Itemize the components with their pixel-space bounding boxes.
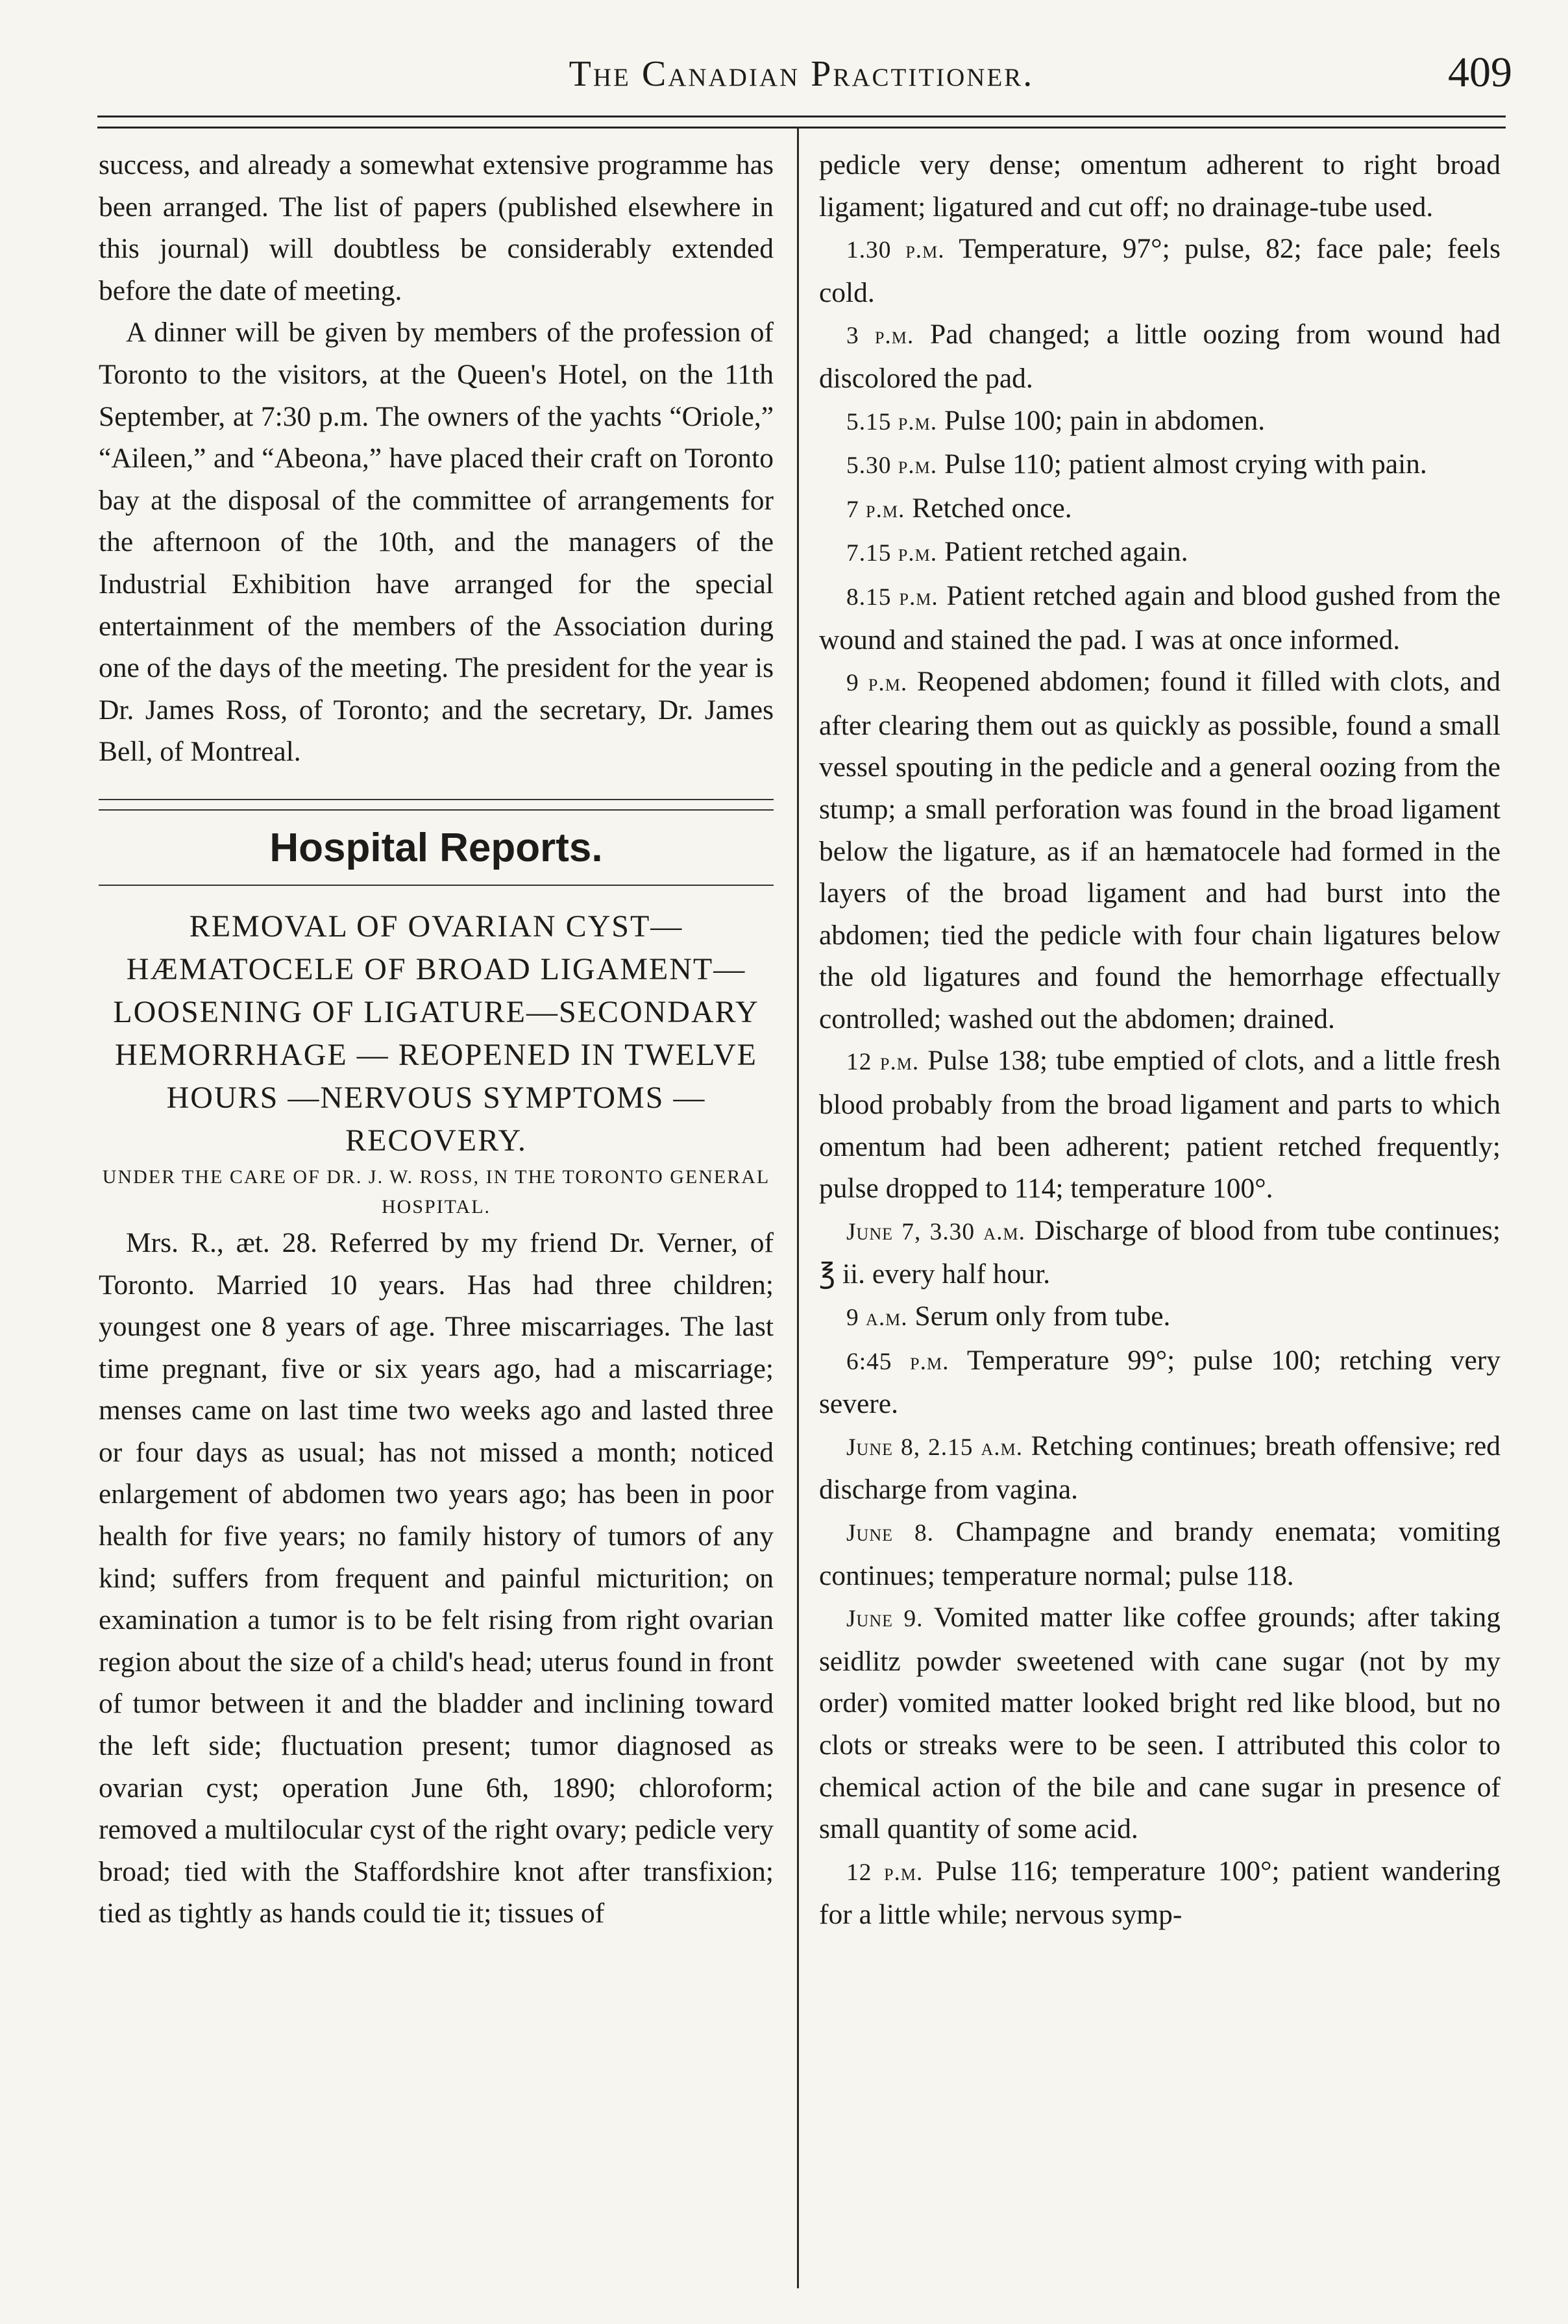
entry-time: 7 p.m. xyxy=(846,496,905,523)
case-log-entry xyxy=(819,575,1501,661)
entry-time: 12 p.m. xyxy=(846,1859,924,1886)
case-log-entry xyxy=(819,1511,1501,1596)
case-log-entry xyxy=(819,1425,1501,1511)
entry-text: Reopened abdomen; found it filled with clots, and after clearing them out as quickly as possible, found a small vessel spouting in the pedicle and a general oozing from the stump; a small perforation was found in the broad ligament below the ligature, as if an hæmatocele had formed in the layers of the broad ligament and had burst into the abdomen; tied the pedicle with four chain ligatures below the old ligatures and found the hemorrhage effectually controlled; washed out the abdomen; drained. xyxy=(819,666,1501,1034)
case-log-entry xyxy=(819,1339,1501,1425)
article-byline: UNDER THE CARE OF DR. J. W. ROSS, IN THE TORONTO GENERAL HOSPITAL. xyxy=(102,1166,770,1217)
case-log-entry xyxy=(819,1596,1501,1850)
entry-text: Temperature, 97°; pulse, 82; face pale; feels cold. xyxy=(819,233,1501,308)
entry-time: 7.15 p.m. xyxy=(846,540,938,567)
section-divider xyxy=(99,885,774,886)
entry-time: 5.30 p.m. xyxy=(846,452,938,480)
entry-time: 9 a.m. xyxy=(846,1304,908,1332)
paragraph-programme: success, and already a somewhat extensive programme has been arranged. The list of papers (published elsewhere in this journal) will doubtless be considerably extended before the date of meeting. xyxy=(99,149,774,306)
case-log-entry xyxy=(819,313,1501,399)
running-title: The Canadian Practitioner. xyxy=(569,54,1035,94)
case-log-entry xyxy=(819,400,1501,444)
entry-time: June 8, 2.15 a.m. xyxy=(846,1434,1023,1461)
entry-text: Pulse 116; temperature 100°; patient wandering for a little while; nervous symp- xyxy=(819,1855,1501,1931)
entry-time: 3 p.m. xyxy=(846,323,914,350)
left-column xyxy=(99,144,774,1935)
case-log xyxy=(819,228,1501,1936)
entry-time: 5.15 p.m. xyxy=(846,408,938,435)
entry-time: 9 p.m. xyxy=(846,670,908,697)
right-column xyxy=(819,144,1501,1936)
column-divider xyxy=(797,127,799,2288)
entry-text: Patient retched again and blood gushed from the wound and stained the pad. I was at once informed. xyxy=(819,580,1501,655)
entry-text: Pulse 110; patient almost crying with pain. xyxy=(944,448,1427,480)
case-log-entry xyxy=(819,661,1501,1040)
case-log-entry xyxy=(819,443,1501,487)
case-log-entry xyxy=(819,487,1501,532)
entry-text: Retching continues; breath offensive; red discharge from vagina. xyxy=(819,1430,1501,1506)
entry-text: Discharge of blood from tube continues; ℥ ii. every half hour. xyxy=(819,1214,1501,1290)
entry-time: 6:45 p.m. xyxy=(846,1348,949,1375)
entry-text: Pulse 100; pain in abdomen. xyxy=(944,404,1266,436)
section-rule xyxy=(99,799,774,811)
entry-text: Champagne and brandy enemata; vomiting continues; temperature normal; pulse 118. xyxy=(819,1516,1501,1591)
entry-text: Pulse 138; tube emptied of clots, and a little fresh blood probably from the broad ligament and parts to which omentum had been adherent; patient retched frequently; pulse dropped to 114; temperature 100°. xyxy=(819,1045,1501,1205)
paragraph-pedicle: pedicle very dense; omentum adherent to right broad ligament; ligatured and cut off; no drainage-tube used. xyxy=(819,149,1501,223)
entry-text: Vomited matter like coffee grounds; after taking seidlitz powder sweetened with cane sugar (not by my order) vomited matter looked bright red like blood, but no clots or streaks were to be seen. I attributed this color to chemical action of the bile and cane sugar in presence of small quantity of some acid. xyxy=(819,1602,1501,1845)
case-log-entry xyxy=(819,228,1501,313)
entry-text: Patient retched again. xyxy=(944,536,1188,568)
entry-time: 1.30 p.m. xyxy=(846,237,945,264)
entry-text: Serum only from tube. xyxy=(914,1301,1171,1332)
paragraph-case-history: Mrs. R., æt. 28. Referred by my friend Dr. Verner, of Toronto. Married 10 years. Has had three children; youngest one 8 years of age. Three miscarriages. The last time pregnant, five or six years ago, had a miscarriage; menses came on last time two weeks ago and lasted three or four days as usual; has not missed a month; noticed enlargement of abdomen two years ago; has been in poor health for five years; no family history of tumors of any kind; suffers from frequent and painful micturition; on examination a tumor is to be felt rising from right ovarian region about the size of a child's head; uterus found in front of tumor between it and the bladder and inclining toward the left side; fluctuation present; tumor diagnosed as ovarian cyst; operation June 6th, 1890; chloroform; removed a multilocular cyst of the right ovary; pedicle very broad; tied with the Staffordshire knot after transfixion; tied as tightly as hands could tie it; tissues of xyxy=(99,1227,774,1929)
page-header xyxy=(91,45,1512,117)
page-number: 409 xyxy=(1448,49,1512,96)
paragraph-dinner: A dinner will be given by members of the profession of Toronto to the visitors, at the Queen's Hotel, on the 11th September, at 7:30 p.m. The owners of the yachts “Oriole,” “Aileen,” and “Abeona,” have placed their craft on Toronto bay at the disposal of the committee of arrangements for the afternoon of the 10th, and the managers of the Industrial Exhibition have arranged for the special entertainment of the members of the Association during one of the days of the meeting. The president for the year is Dr. James Ross, of Toronto; and the secretary, Dr. James Bell, of Montreal. xyxy=(99,317,774,768)
entry-time: 12 p.m. xyxy=(846,1049,920,1076)
case-log-entry xyxy=(819,531,1501,575)
entry-time: June 9. xyxy=(846,1606,924,1633)
entry-text: Retched once. xyxy=(912,492,1072,524)
article-title: REMOVAL OF OVARIAN CYST—HÆMATOCELE OF BROAD LIGAMENT—LOOSENING OF LIGATURE—SECONDARY HEMORRHAGE — REOPENED IN TWELVE HOURS —NERVOUS SYMPTOMS —RECOVERY. xyxy=(113,909,759,1158)
header-rule xyxy=(97,116,1506,128)
entry-text: Pad changed; a little oozing from wound had discolored the pad. xyxy=(819,319,1501,394)
case-log-entry xyxy=(819,1850,1501,1936)
case-log-entry xyxy=(819,1295,1501,1339)
case-log-entry xyxy=(819,1040,1501,1209)
case-log-entry xyxy=(819,1210,1501,1295)
section-title: Hospital Reports. xyxy=(269,825,603,870)
entry-time: June 8. xyxy=(846,1520,935,1547)
entry-text: Temperature 99°; pulse 100; retching very severe. xyxy=(819,1344,1501,1420)
entry-time: 8.15 p.m. xyxy=(846,583,938,611)
entry-time: June 7, 3.30 a.m. xyxy=(846,1218,1025,1245)
